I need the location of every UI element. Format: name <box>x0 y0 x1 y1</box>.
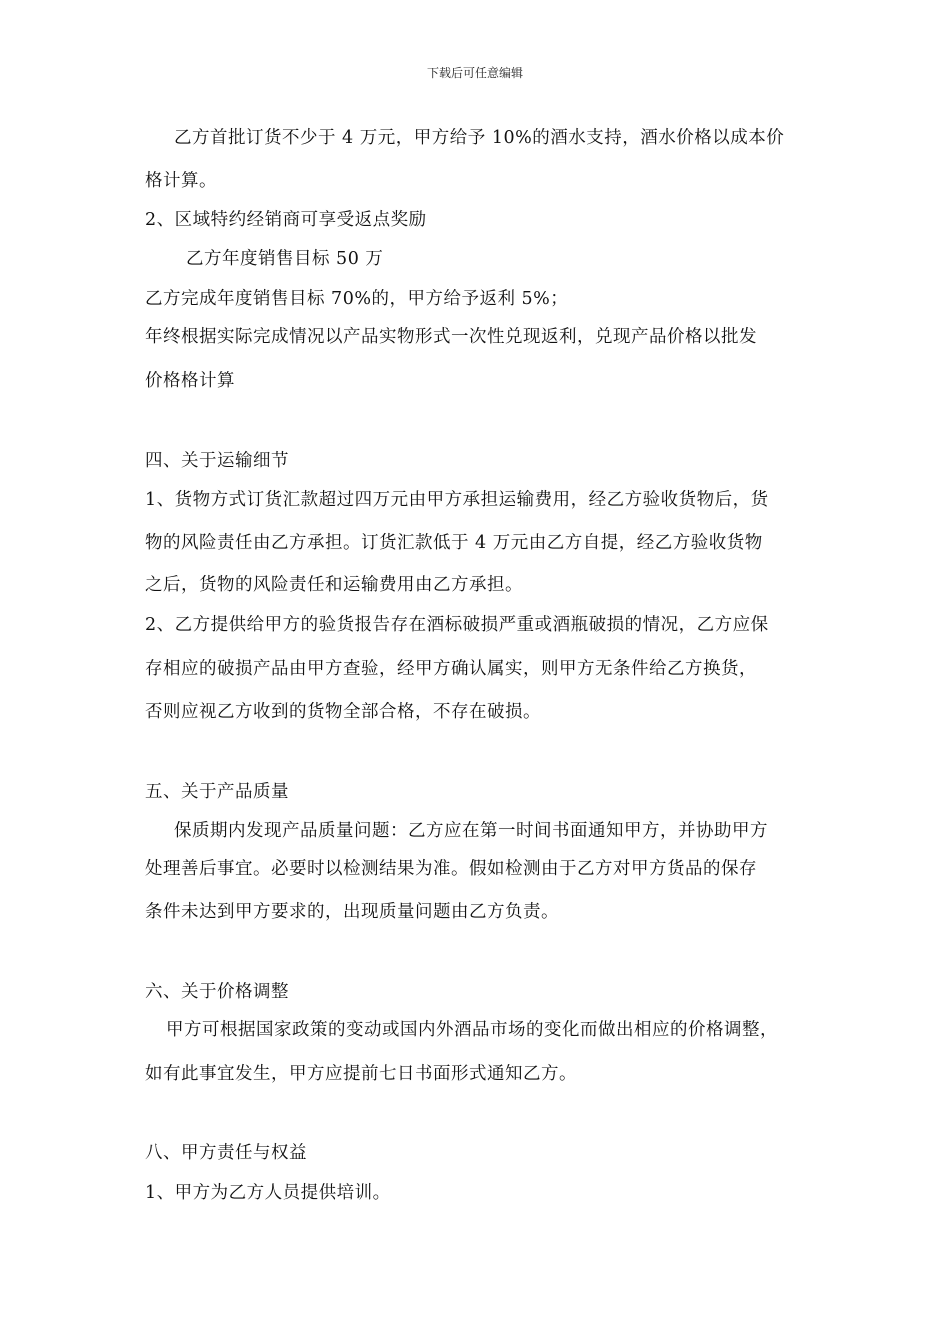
paragraph-line: 1、甲方为乙方人员提供培训。 <box>145 1183 391 1203</box>
paragraph-line: 如有此事宜发生，甲方应提前七日书面形式通知乙方。 <box>145 1064 577 1084</box>
paragraph-line: 保质期内发现产品质量问题：乙方应在第一时间书面通知甲方，并协助甲方 <box>174 821 768 841</box>
section-heading: 四、关于运输细节 <box>145 451 289 471</box>
paragraph-line: 之后，货物的风险责任和运输费用由乙方承担。 <box>145 575 523 595</box>
page-header-note: 下载后可任意编辑 <box>426 66 523 80</box>
section-item: 2、区域特约经销商可享受返点奖励 <box>145 210 427 230</box>
paragraph-line: 甲方可根据国家政策的变动或国内外酒品市场的变化而做出相应的价格调整， <box>166 1020 778 1040</box>
paragraph-line: 价格格计算 <box>145 371 235 391</box>
paragraph-line: 存相应的破损产品由甲方查验，经甲方确认属实，则甲方无条件给乙方换货， <box>145 659 757 679</box>
paragraph-line: 年终根据实际完成情况以产品实物形式一次性兑现返利，兑现产品价格以批发 <box>145 327 757 347</box>
paragraph-line: 乙方年度销售目标 50 万 <box>186 249 384 269</box>
section-heading: 八、甲方责任与权益 <box>145 1143 307 1163</box>
section-heading: 六、关于价格调整 <box>145 982 289 1002</box>
paragraph-line: 格计算。 <box>145 171 217 191</box>
paragraph-line: 处理善后事宜。必要时以检测结果为准。假如检测由于乙方对甲方货品的保存 <box>145 859 757 879</box>
paragraph-line: 1、货物方式订货汇款超过四万元由甲方承担运输费用，经乙方验收货物后，货 <box>145 490 769 510</box>
section-heading: 五、关于产品质量 <box>145 782 289 802</box>
paragraph-line: 乙方首批订货不少于 4 万元，甲方给予 10%的酒水支持，酒水价格以成本价 <box>174 128 785 148</box>
paragraph-line: 2、乙方提供给甲方的验货报告存在酒标破损严重或酒瓶破损的情况，乙方应保 <box>145 615 769 635</box>
paragraph-line: 条件未达到甲方要求的，出现质量问题由乙方负责。 <box>145 902 559 922</box>
paragraph-line: 否则应视乙方收到的货物全部合格，不存在破损。 <box>145 702 541 722</box>
paragraph-line: 乙方完成年度销售目标 70%的，甲方给予返利 5%； <box>145 289 569 309</box>
paragraph-line: 物的风险责任由乙方承担。订货汇款低于 4 万元由乙方自提，经乙方验收货物 <box>145 533 763 553</box>
